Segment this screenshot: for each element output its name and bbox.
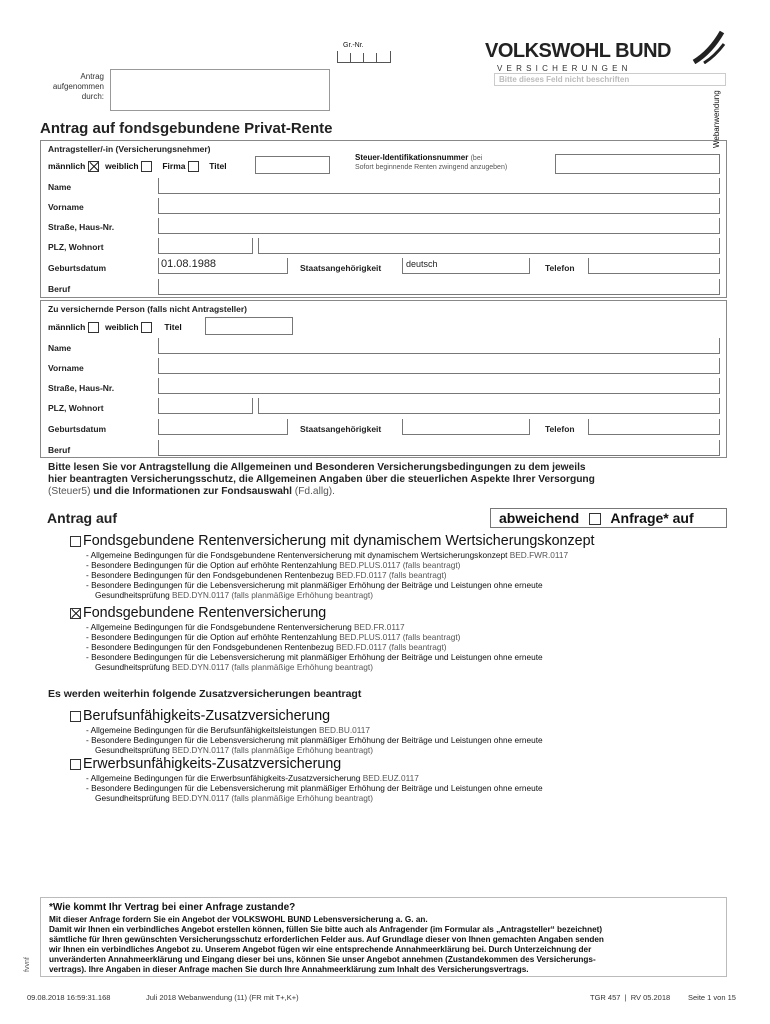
applicant-zip-field[interactable] bbox=[158, 238, 253, 254]
accepted-label-line: aufgenommen bbox=[52, 82, 104, 91]
condition-code: BED.DYN.0117 (falls planmäßige Erhöhung beantragt) bbox=[172, 662, 373, 672]
additional-euz-title: Erwerbsunfähigkeits-Zusatzversicherung bbox=[83, 756, 342, 772]
notice-line: hier beantragten Versicherungsschutz, die Allgemeinen Angaben über die steuerlichen Aspekte Ihrer Versorgung bbox=[48, 474, 595, 485]
additional-bu-title: Berufsunfähigkeits-Zusatzversicherung bbox=[83, 708, 331, 724]
brand-logo: VOLKSWOHL BUND bbox=[485, 40, 671, 62]
company-label: Firma bbox=[162, 161, 186, 171]
condition-code: BED.FD.0117 (falls beantragt) bbox=[336, 570, 447, 580]
footer-form-code: TGR 457 | RV 05.2018 bbox=[590, 993, 671, 1002]
insured-birthdate-label: Geburtsdatum bbox=[48, 424, 107, 434]
title-label: Titel bbox=[164, 322, 182, 332]
condition-code: BED.FR.0117 bbox=[354, 622, 405, 632]
tax-id-block bbox=[355, 153, 507, 171]
footer-page: Seite 1 von 15 bbox=[688, 993, 736, 1002]
insured-job-field[interactable] bbox=[158, 440, 720, 456]
tax-id-label: Steuer-Identifikationsnummer bbox=[355, 153, 469, 162]
inquiry-side-code: fvvnf bbox=[24, 957, 31, 972]
inquiry-info-title: *Wie kommt Ihr Vertrag bei einer Anfrage zustande? bbox=[49, 902, 296, 913]
insured-firstname-field[interactable] bbox=[158, 358, 720, 374]
condition-code: BED.BU.0117 bbox=[318, 725, 370, 735]
insured-phone-field[interactable] bbox=[588, 419, 720, 435]
applicant-zip-label: PLZ, Wohnort bbox=[48, 242, 104, 252]
accepted-by-field[interactable] bbox=[110, 69, 330, 111]
applicant-gender-row bbox=[48, 161, 227, 172]
insured-name-field[interactable] bbox=[158, 338, 720, 354]
female-checkbox[interactable] bbox=[141, 161, 152, 172]
inquiry-info-box bbox=[40, 897, 727, 977]
company-checkbox[interactable] bbox=[188, 161, 199, 172]
applicant-job-field[interactable] bbox=[158, 279, 720, 295]
condition-item: - Besondere Bedingungen für die Lebensversicherung mit planmäßiger Erhöhung der Beiträge und Leistungen ohne erneute bbox=[86, 580, 543, 590]
condition-code: BED.PLUS.0117 (falls beantragt) bbox=[339, 560, 461, 570]
footer-version: Juli 2018 Webanwendung (11) (FR mit T+,K+) bbox=[146, 993, 299, 1002]
inquiry-info-line: wir Ihnen ein verbindliches Angebot zu. Unserem Angebot fügen wir eine entsprechende Annahmeerklärung bei. Durch Unterzeichnung der bbox=[49, 945, 592, 954]
female-label: weiblich bbox=[105, 322, 139, 332]
insured-nationality-field[interactable] bbox=[402, 419, 530, 435]
condition-item: Gesundheitsprüfung bbox=[95, 793, 173, 803]
tax-id-note: (bei bbox=[470, 155, 483, 162]
applicant-nationality-field[interactable] bbox=[402, 258, 530, 274]
conditions-notice bbox=[48, 462, 595, 498]
applicant-name-label: Name bbox=[48, 182, 72, 192]
insured-street-field[interactable] bbox=[158, 378, 720, 394]
condition-code: BED.DYN.0117 (falls planmäßige Erhöhung beantragt) bbox=[172, 793, 373, 803]
insured-gender-row bbox=[48, 322, 182, 333]
condition-item: - Besondere Bedingungen für die Lebensversicherung mit planmäßiger Erhöhung der Beiträge und Leistungen ohne erneute bbox=[86, 783, 543, 793]
antrag-auf-bar bbox=[42, 508, 727, 528]
accepted-label-line: durch: bbox=[81, 92, 104, 101]
condition-item: - Besondere Bedingungen für die Option auf erhöhte Rentenzahlung bbox=[86, 560, 340, 570]
accepted-by-label bbox=[48, 72, 104, 102]
applicant-title-field[interactable] bbox=[255, 156, 330, 174]
insured-birthdate-field[interactable] bbox=[158, 419, 288, 435]
condition-item: Gesundheitsprüfung bbox=[95, 745, 173, 755]
condition-item: - Allgemeine Bedingungen für die Fondsgebundene Rentenversicherung bbox=[86, 622, 354, 632]
inquiry-label: Anfrage* auf bbox=[610, 510, 694, 526]
applicant-heading: Antragsteller/-in (Versicherungsnehmer) bbox=[48, 144, 211, 154]
condition-item: Gesundheitsprüfung bbox=[95, 590, 173, 600]
applicant-birthdate-value: 01.08.1988 bbox=[161, 258, 217, 270]
applicant-job-label: Beruf bbox=[48, 284, 71, 294]
additional-euz-title-row bbox=[70, 756, 341, 772]
applicant-phone-field[interactable] bbox=[588, 258, 720, 274]
applicant-phone-label: Telefon bbox=[545, 263, 575, 273]
condition-item: - Besondere Bedingungen für die Lebensversicherung mit planmäßiger Erhöhung der Beiträge und Leistungen ohne erneute bbox=[86, 652, 543, 662]
product-fr-conditions bbox=[86, 622, 543, 672]
gr-nr-field[interactable] bbox=[337, 51, 391, 63]
inquiry-checkbox[interactable] bbox=[589, 513, 601, 525]
insured-phone-label: Telefon bbox=[545, 424, 575, 434]
notice-line: und die Informationen zur Fondsauswahl bbox=[90, 486, 295, 497]
notice-ref-fdallg: (Fd.allg). bbox=[294, 486, 335, 497]
additional-euz-checkbox[interactable] bbox=[70, 759, 81, 770]
applicant-city-field[interactable] bbox=[258, 238, 720, 254]
insured-title-field[interactable] bbox=[205, 317, 293, 335]
condition-code: BED.FD.0117 (falls beantragt) bbox=[336, 642, 447, 652]
inquiry-info-line: sämtliche für Ihren gewünschten Versicherungsschutz erforderlichen Felder aus. Auf Grundlage dieser von Ihnen gemachten Angaben senden bbox=[49, 935, 604, 944]
additional-bu-title-row bbox=[70, 708, 330, 724]
condition-item: - Allgemeine Bedingungen für die Berufsunfähigkeitsleistungen bbox=[86, 725, 319, 735]
additional-euz-conditions bbox=[86, 773, 543, 803]
tax-id-note-2: Sofort beginnende Renten zwingend anzugeben) bbox=[355, 164, 508, 171]
brand-swoosh-icon bbox=[690, 30, 726, 64]
deviating-label: abweichend bbox=[499, 510, 580, 526]
inquiry-info-line: unveränderten Annahmeerklärung und Eingang dieser bei uns, können Sie unser Angebot annehmen (Zustandekommen des Versicherungs- bbox=[49, 955, 596, 964]
insured-name-label: Name bbox=[48, 343, 72, 353]
brand-subtitle: V E R S I C H E R U N G E N bbox=[497, 64, 629, 73]
insured-female-checkbox[interactable] bbox=[141, 322, 152, 333]
condition-code: BED.FWR.0117 bbox=[509, 550, 569, 560]
gr-nr-label: Gr.-Nr. bbox=[343, 42, 364, 49]
side-label-webanwendung: Webanwendung bbox=[712, 90, 721, 148]
product-dynamic-title-row bbox=[70, 533, 595, 549]
insured-job-label: Beruf bbox=[48, 445, 71, 455]
condition-item: Gesundheitsprüfung bbox=[95, 662, 173, 672]
tax-id-field[interactable] bbox=[555, 154, 720, 174]
additional-bu-checkbox[interactable] bbox=[70, 711, 81, 722]
condition-item: - Besondere Bedingungen für den Fondsgebundenen Rentenbezug bbox=[86, 570, 337, 580]
no-write-area bbox=[494, 73, 726, 86]
inquiry-info-line: Mit dieser Anfrage fordern Sie ein Angebot der VOLKSWOHL BUND Lebensversicherung a. G. an. bbox=[49, 915, 428, 924]
inquiry-info-line: Damit wir Ihnen ein verbindliches Angebot erstellen können, füllen Sie bitte auch als Anfragender (im Formular als „Antragsteller“ bezeichnet) bbox=[49, 925, 603, 934]
additional-heading: Es werden weiterhin folgende Zusatzversicherungen beantragt bbox=[48, 688, 362, 700]
condition-code: BED.DYN.0117 (falls planmäßige Erhöhung beantragt) bbox=[172, 745, 373, 755]
product-dynamic-conditions bbox=[86, 550, 568, 600]
insured-street-label: Straße, Haus-Nr. bbox=[48, 383, 115, 393]
accepted-label-line: Antrag bbox=[80, 72, 104, 81]
applicant-birthdate-field[interactable] bbox=[158, 258, 288, 274]
male-checkbox[interactable] bbox=[88, 161, 99, 172]
applicant-name-field[interactable] bbox=[158, 178, 720, 194]
notice-line: Bitte lesen Sie vor Antragstellung die Allgemeinen und Besonderen Versicherungsbedingungen zu dem jeweils bbox=[48, 462, 586, 473]
additional-bu-conditions bbox=[86, 725, 543, 755]
applicant-street-field[interactable] bbox=[158, 218, 720, 234]
product-fr-title: Fondsgebundene Rentenversicherung bbox=[83, 605, 327, 621]
condition-item: - Besondere Bedingungen für den Fondsgebundenen Rentenbezug bbox=[86, 642, 337, 652]
insured-male-checkbox[interactable] bbox=[88, 322, 99, 333]
insured-city-field[interactable] bbox=[258, 398, 720, 414]
product-fr-checkbox[interactable] bbox=[70, 608, 81, 619]
male-label: männlich bbox=[48, 161, 86, 171]
antrag-auf-label: Antrag auf bbox=[47, 510, 117, 526]
insured-heading: Zu versichernde Person (falls nicht Antragsteller) bbox=[48, 304, 248, 314]
no-write-note: Bitte dieses Feld nicht beschriften bbox=[499, 75, 630, 84]
condition-item: - Besondere Bedingungen für die Option auf erhöhte Rentenzahlung bbox=[86, 632, 340, 642]
male-label: männlich bbox=[48, 322, 86, 332]
applicant-nationality-value: deutsch bbox=[406, 259, 438, 269]
condition-item: - Allgemeine Bedingungen für die Erwerbsunfähigkeits-Zusatzversicherung bbox=[86, 773, 363, 783]
applicant-birthdate-label: Geburtsdatum bbox=[48, 263, 107, 273]
footer-timestamp: 09.08.2018 16:59:31.168 bbox=[27, 993, 111, 1002]
insured-zip-label: PLZ, Wohnort bbox=[48, 403, 104, 413]
insured-nationality-label: Staatsangehörigkeit bbox=[300, 424, 382, 434]
insured-zip-field[interactable] bbox=[158, 398, 253, 414]
applicant-street-label: Straße, Haus-Nr. bbox=[48, 222, 115, 232]
product-dynamic-checkbox[interactable] bbox=[70, 536, 81, 547]
product-fr-title-row bbox=[70, 605, 326, 621]
product-dynamic-title: Fondsgebundene Rentenversicherung mit dynamischem Wertsicherungskonzept bbox=[83, 533, 595, 549]
title-label: Titel bbox=[209, 161, 227, 171]
condition-code: BED.EUZ.0117 bbox=[362, 773, 419, 783]
female-label: weiblich bbox=[105, 161, 139, 171]
inquiry-info-line: vertrags). Ihre Angaben in dieser Anfrage machen Sie durch Ihre Annahmeerklärung zum Inhalt des Versicherungsvertrags. bbox=[49, 965, 529, 974]
condition-code: BED.PLUS.0117 (falls beantragt) bbox=[339, 632, 461, 642]
applicant-firstname-label: Vorname bbox=[48, 202, 84, 212]
condition-code: BED.DYN.0117 (falls planmäßige Erhöhung beantragt) bbox=[172, 590, 373, 600]
insured-firstname-label: Vorname bbox=[48, 363, 84, 373]
applicant-firstname-field[interactable] bbox=[158, 198, 720, 214]
deviating-inquiry-box bbox=[490, 508, 727, 528]
condition-item: - Allgemeine Bedingungen für die Fondsgebundene Rentenversicherung mit dynamischem Wertsicherungskonzept bbox=[86, 550, 510, 560]
notice-ref-steuer: (Steuer5) bbox=[48, 486, 91, 497]
page-title: Antrag auf fondsgebundene Privat-Rente bbox=[40, 120, 333, 137]
condition-item: - Besondere Bedingungen für die Lebensversicherung mit planmäßiger Erhöhung der Beiträge und Leistungen ohne erneute bbox=[86, 735, 543, 745]
applicant-nationality-label: Staatsangehörigkeit bbox=[300, 263, 382, 273]
